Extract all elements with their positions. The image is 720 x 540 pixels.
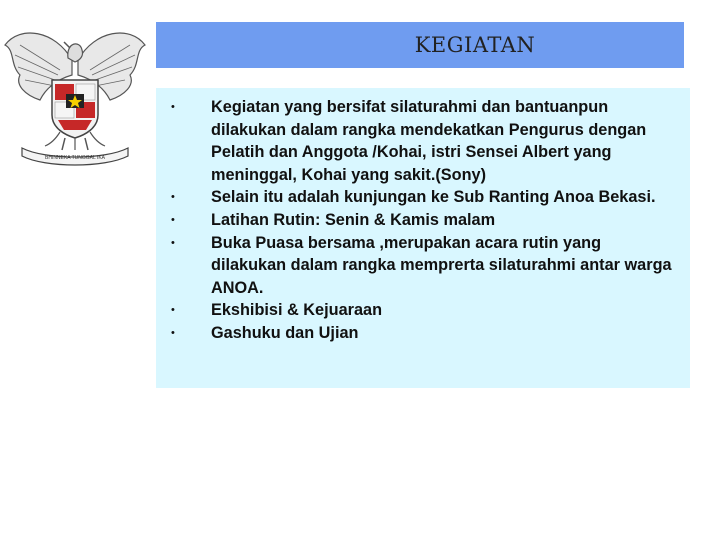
list-item [156,186,690,209]
bullet-icon: • [171,101,175,113]
list-item [156,232,690,300]
list-item-text: Ekshibisi & Kejuaraan [211,301,383,320]
bullet-icon: • [171,191,175,204]
bullet-icon: • [171,304,175,317]
list-item-text: Latihan Rutin: Senin & Kamis malam [211,210,496,229]
bullet-icon: • [171,213,175,226]
list-item-text: Gashuku dan Ujian [211,323,359,342]
title-bar [156,22,684,68]
garuda-emblem-icon [0,20,150,170]
list-item [156,209,690,232]
bullet-icon: • [171,326,175,339]
list-item-text: Kegiatan yang bersifat silaturahmi dan bantuanpun dilakukan dalam rangka mendekatkan Pengurus dengan Pelatih dan Anggota /Kohai, istri Sensei Albert yang meninggal, Kohai yang sakit.(Sony) [211,98,647,184]
list-item [156,299,690,322]
bullet-icon: • [171,236,175,249]
content-box [156,88,690,388]
list-item [156,322,690,345]
list-item-text: Selain itu adalah kunjungan ke Sub Ranting Anoa Bekasi. [211,188,656,207]
list-item-text: Buka Puasa bersama ,merupakan acara rutin yang dilakukan dalam rangka memprerta silaturahmi antar warga ANOA. [211,233,672,297]
slide-title: KEGIATAN [414,33,536,57]
list-item [156,96,690,186]
svg-text:BHINNEKA TUNGGAL IKA: BHINNEKA TUNGGAL IKA [44,155,106,161]
bullet-list [156,96,690,345]
